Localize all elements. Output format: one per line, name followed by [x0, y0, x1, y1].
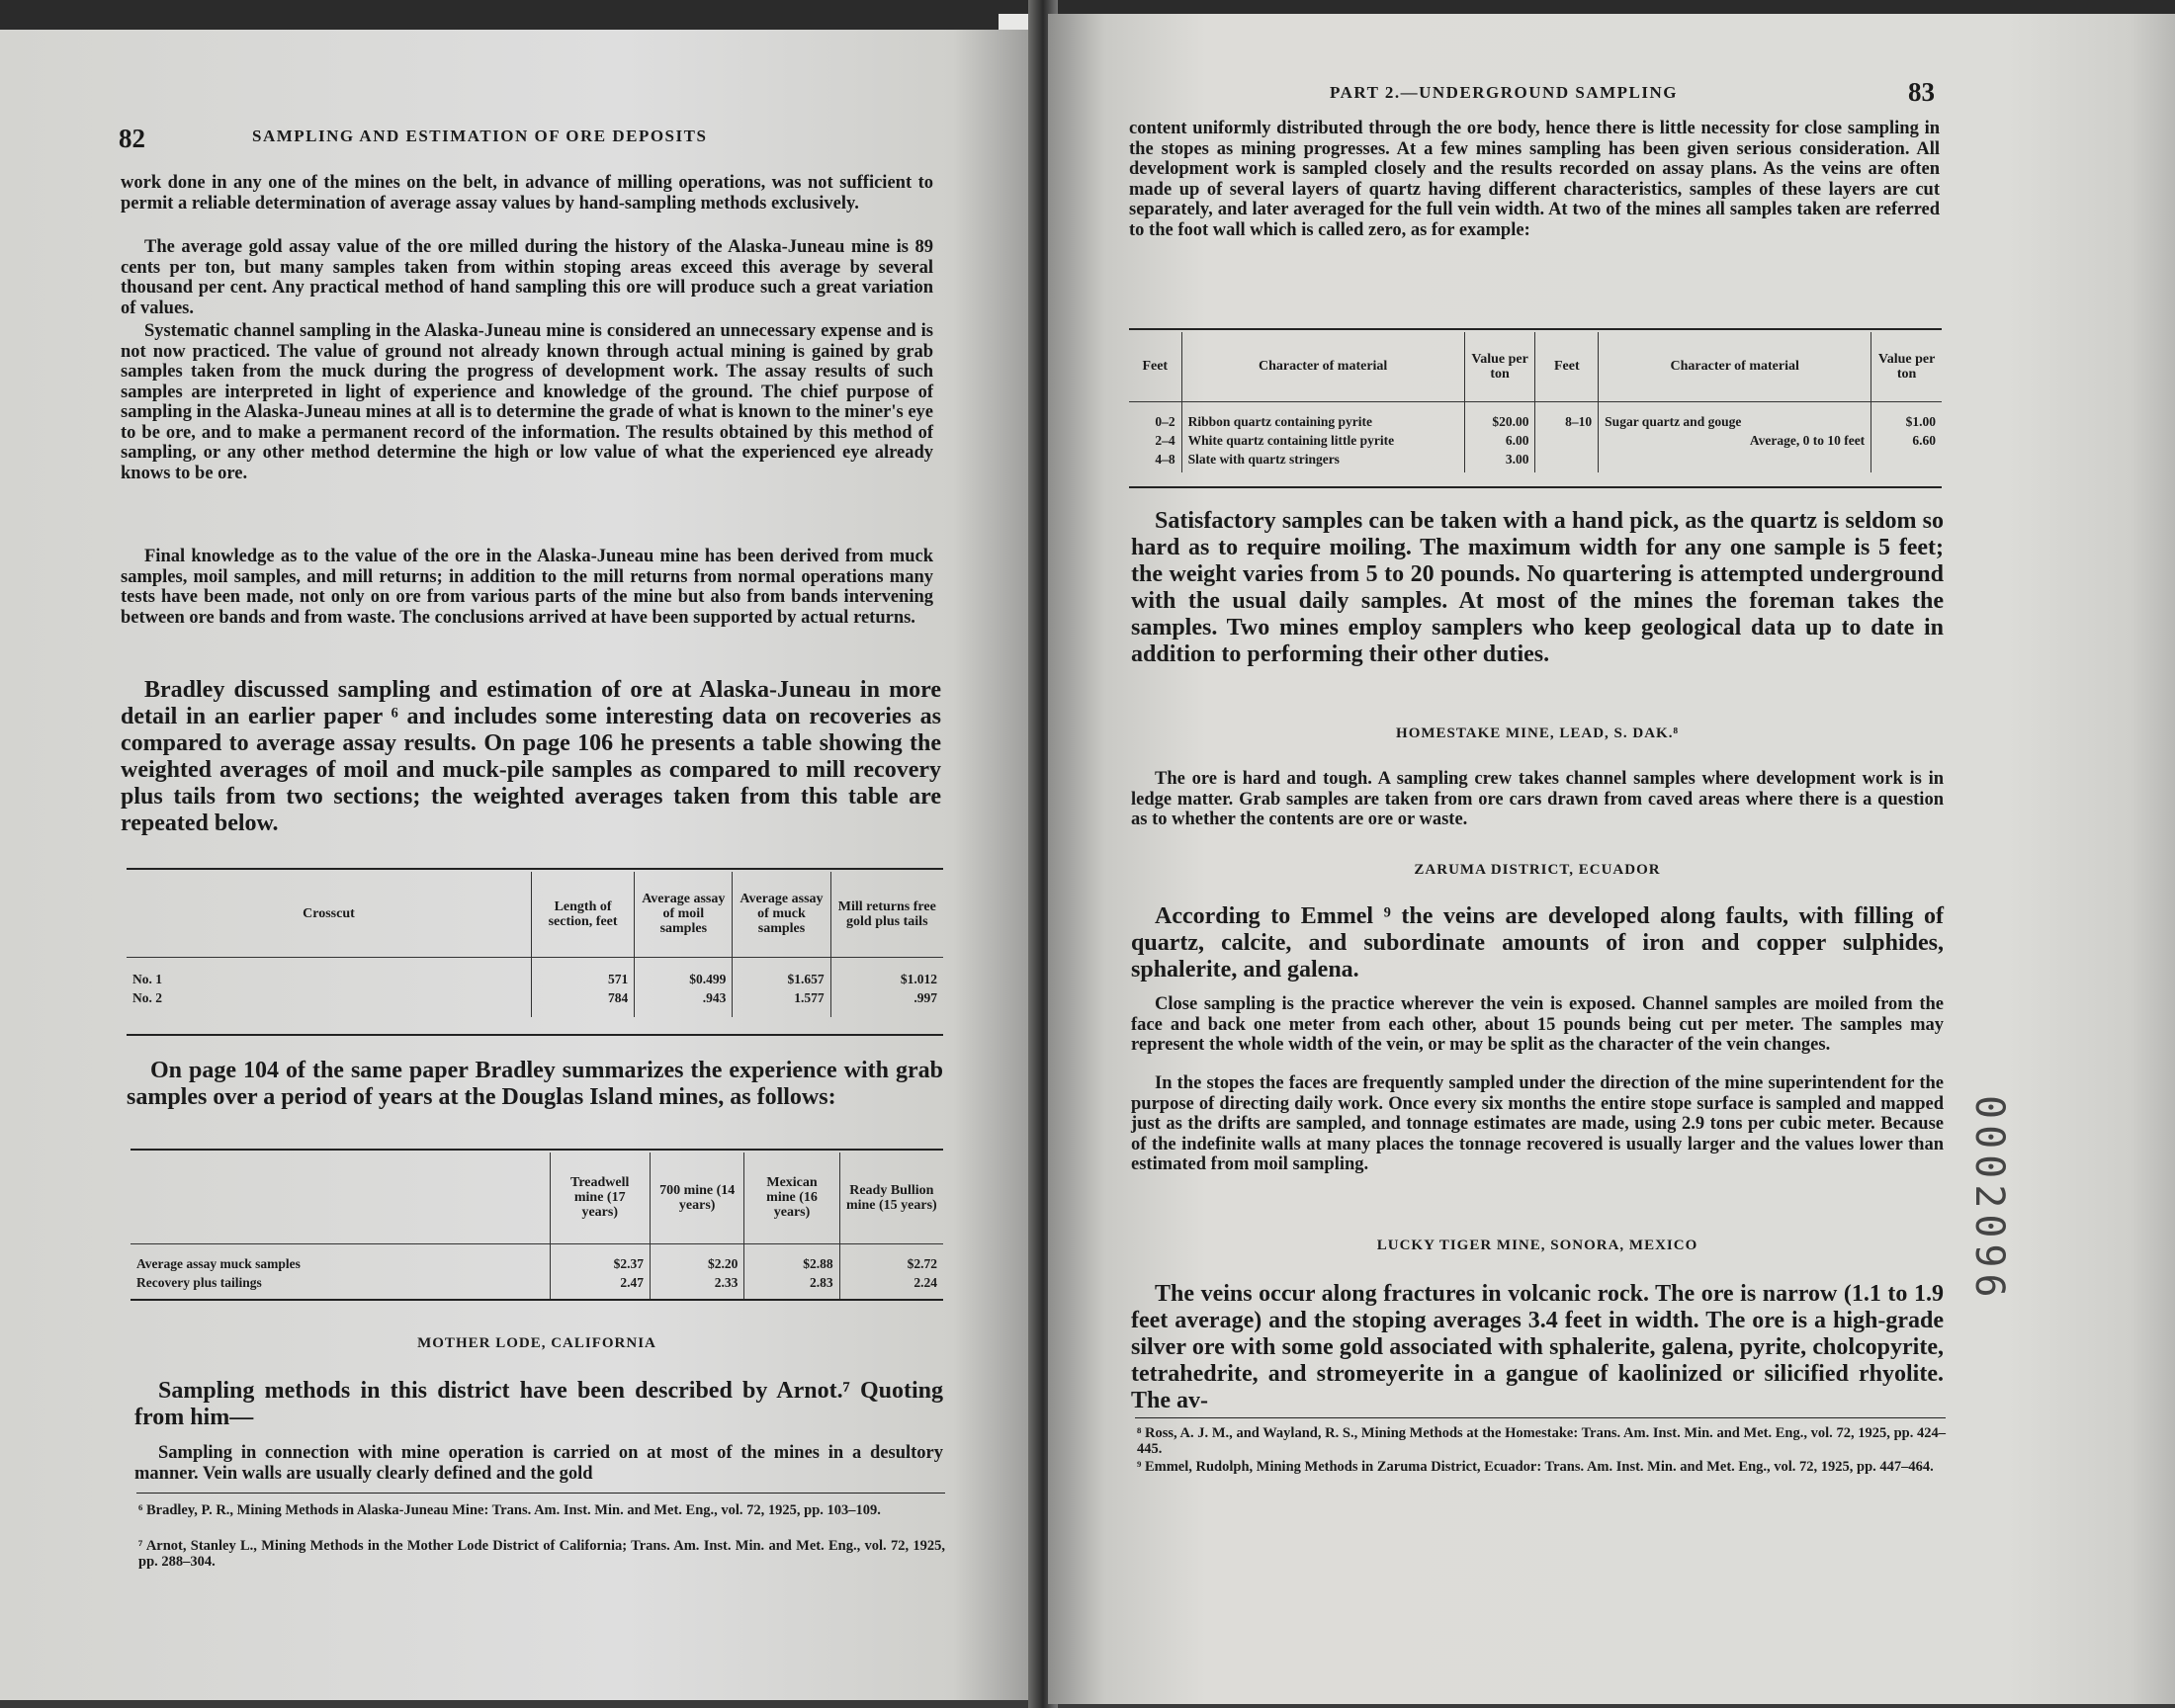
- running-head: SAMPLING AND ESTIMATION OF ORE DEPOSITS: [252, 127, 708, 145]
- cell: 6.00: [1464, 431, 1535, 450]
- page-number: 83: [1908, 77, 1935, 107]
- footnote: ⁸ Ross, A. J. M., and Wayland, R. S., Mining Methods at the Homestake: Trans. Am. Inst. Min. and Met. Eng., vol. 72, 1925, pp. 424–445.: [1137, 1425, 1946, 1457]
- table-header: Character of material: [1181, 332, 1464, 401]
- cell: 2.83: [744, 1273, 839, 1300]
- row-label: Recovery plus tailings: [136, 1274, 262, 1290]
- right-page: [1048, 14, 2175, 1704]
- cell: $2.37: [550, 1243, 650, 1273]
- table-header: Treadwell mine (17 years): [550, 1153, 650, 1243]
- cell: 8–10: [1535, 401, 1599, 431]
- section-heading: ZARUMA DISTRICT, ECUADOR: [1414, 862, 1661, 878]
- cell: Slate with quartz stringers: [1181, 450, 1464, 472]
- paragraph: In the stopes the faces are frequently sampled under the direction of the mine superintendent for the purpose of directing daily work. Once every six months the entire stope surface is sampled and mapped just as the drifts are sampled, and tonnage estimates are made, using 2.9 tons per cubic meter. Because of the indefinite walls at many places the tonnage recovered is usually larger and the values lower than estimated from moil sampling.: [1131, 1073, 1944, 1174]
- section-heading: HOMESTAKE MINE, LEAD, S. DAK.⁸: [1396, 726, 1679, 741]
- table-row: [1129, 401, 1942, 431]
- section-heading: MOTHER LODE, CALIFORNIA: [417, 1335, 656, 1351]
- table-header: Average assay of moil samples: [635, 872, 733, 957]
- paragraph: content uniformly distributed through the ore body, hence there is little necessity for close sampling in the stopes as mining progresses. At a few mines sampling has been given serious consideration. All development work is sampled closely and the results recorded on assay plans. As the veins are often made up of several layers of quartz having different characteristics, samples of these layers are cut separately, and later averaged for the full vein width. At two of the mines all samples taken are referred to the foot wall which is called zero, as for example:: [1129, 119, 1940, 240]
- cell: .943: [635, 988, 733, 1017]
- cell: 2.47: [550, 1273, 650, 1300]
- table-bottom-rule: [130, 1299, 943, 1301]
- table-header: Ready Bullion mine (15 years): [839, 1153, 943, 1243]
- cell: 1.577: [733, 988, 830, 1017]
- table-row: [130, 1243, 943, 1273]
- cell: $2.20: [650, 1243, 743, 1273]
- table-header: Crosscut: [127, 872, 531, 957]
- cell: $2.72: [839, 1243, 943, 1273]
- cell: Average, 0 to 10 feet: [1599, 431, 1871, 450]
- table-top-rule: [127, 868, 943, 870]
- table-row: [1129, 431, 1942, 450]
- row-label: Average assay muck samples: [136, 1255, 301, 1271]
- table-row: [127, 988, 943, 1017]
- footnote: ⁹ Emmel, Rudolph, Mining Methods in Zaruma District, Ecuador: Trans. Am. Inst. Min. and Met. Eng., vol. 72, 1925, pp. 447–464.: [1137, 1459, 1934, 1475]
- cell: 0–2: [1155, 413, 1175, 429]
- left-page: [0, 30, 1036, 1700]
- table-bottom-rule: [127, 1034, 943, 1036]
- paragraph: Final knowledge as to the value of the ore in the Alaska-Juneau mine has been derived from muck samples, moil samples, and mill returns; in addition to the mill returns from normal operations many tests have been made, not only on ore from various parts of the mine but also from bands intervening between ore bands and from waste. The conclusions arrived at have been supported by actual returns.: [121, 547, 933, 628]
- row-label: No. 1: [132, 971, 162, 986]
- footnote-rule: [136, 1493, 945, 1494]
- footnote: ⁶ Bradley, P. R., Mining Methods in Alaska-Juneau Mine: Trans. Am. Inst. Min. and Met. Eng., vol. 72, 1925, pp. 103–109.: [138, 1502, 881, 1518]
- table-header: Character of material: [1599, 332, 1871, 401]
- table-row: [130, 1273, 943, 1300]
- paragraph: Sampling methods in this district have been described by Arnot.⁷ Quoting from him—: [134, 1378, 943, 1430]
- crosscut-table: [127, 872, 943, 1017]
- page-number: 82: [119, 124, 145, 153]
- cell: $2.88: [744, 1243, 839, 1273]
- table-bottom-rule: [1129, 486, 1942, 488]
- cell: 571: [531, 957, 634, 988]
- cell: 2.33: [650, 1273, 743, 1300]
- table-header: Mexican mine (16 years): [744, 1153, 839, 1243]
- paragraph: Bradley discussed sampling and estimation of ore at Alaska-Juneau in more detail in an earlier paper ⁶ and includes some interesting data on recoveries as compared to average assay results. On page 106 he presents a table showing the weighted averages of moil and muck-pile samples as compared to mill recovery plus tails from two sections; the weighted averages taken from this table are repeated below.: [121, 677, 941, 836]
- cell: 4–8: [1155, 451, 1175, 467]
- cell: 784: [531, 988, 634, 1017]
- table-header: Feet: [1129, 332, 1181, 401]
- cell: $0.499: [635, 957, 733, 988]
- footnote: ⁷ Arnot, Stanley L., Mining Methods in the Mother Lode District of California; Trans. Am. Inst. Min. and Met. Eng., vol. 72, 1925, pp. 288–304.: [138, 1538, 945, 1570]
- paragraph: On page 104 of the same paper Bradley summarizes the experience with grab samples over a period of years at the Douglas Island mines, as follows:: [127, 1058, 943, 1110]
- cell: [1535, 431, 1599, 450]
- quoted-paragraph: Sampling in connection with mine operation is carried on at most of the mines in a desultory manner. Vein walls are usually clearly defined and the gold: [134, 1443, 943, 1484]
- paragraph: Systematic channel sampling in the Alaska-Juneau mine is considered an unnecessary expense and is not now practiced. The value of ground not already known through actual mining is gained by grab samples taken from the muck during the progress of development work. The assay results of such samples are interpreted in light of experience and knowledge of the ground. The chief purpose of sampling in the Alaska-Juneau mines at all is to determine the grade of what is known to the miner's eye to be ore, and to make a permanent record of the information. The results obtained by this method of sampling, or any other method determine the high or low value of what the experienced eye already knows to be ore.: [121, 321, 933, 483]
- cell: $1.012: [830, 957, 943, 988]
- paragraph: work done in any one of the mines on the belt, in advance of milling operations, was not sufficient to permit a reliable determination of average assay values by hand-sampling methods exclusively.: [121, 173, 933, 214]
- cell: Sugar quartz and gouge: [1599, 401, 1871, 431]
- cell: $1.657: [733, 957, 830, 988]
- cell: 6.60: [1871, 431, 1942, 450]
- paragraph: The average gold assay value of the ore milled during the history of the Alaska-Juneau mine is 89 cents per ton, but many samples taken from within stoping areas exceed this average by several thousand per cent. Any practical method of hand sampling this ore will produce such a great variation of values.: [121, 237, 933, 318]
- table-row: [127, 957, 943, 988]
- table-header: Feet: [1535, 332, 1599, 401]
- cell: 3.00: [1464, 450, 1535, 472]
- footnote-rule: [1135, 1417, 1946, 1418]
- table-row: [1129, 450, 1942, 472]
- douglas-island-table: [130, 1153, 943, 1300]
- cell: White quartz containing little pyrite: [1181, 431, 1464, 450]
- table-top-rule: [1129, 328, 1942, 330]
- table-header: Value per ton: [1871, 332, 1942, 401]
- running-head: PART 2.—UNDERGROUND SAMPLING: [1330, 83, 1678, 102]
- cell: 2–4: [1155, 432, 1175, 448]
- table-header: [130, 1153, 550, 1243]
- table-header: Value per ton: [1464, 332, 1535, 401]
- paragraph: Close sampling is the practice wherever the vein is exposed. Channel samples are moiled from the face and back one meter from each other, about 15 pounds being cut per meter. The samples may represent the whole width of the vein, or may be split as the character of the vein changes.: [1131, 994, 1944, 1055]
- vein-layers-table: [1129, 332, 1942, 472]
- cell: $1.00: [1871, 401, 1942, 431]
- row-label: No. 2: [132, 989, 162, 1005]
- cell: 2.24: [839, 1273, 943, 1300]
- table-header: 700 mine (14 years): [650, 1153, 743, 1243]
- paragraph: According to Emmel ⁹ the veins are developed along faults, with filling of quartz, calcite, and subordinate amounts of iron and copper sulphides, sphalerite, and galena.: [1131, 903, 1944, 982]
- table-top-rule: [130, 1149, 943, 1151]
- cell: Ribbon quartz containing pyrite: [1181, 401, 1464, 431]
- table-header: Length of section, feet: [531, 872, 634, 957]
- paragraph: The ore is hard and tough. A sampling crew takes channel samples where development work is in ledge matter. Grab samples are taken from ore cars drawn from caved areas where there is a question as to whether the contents are ore or waste.: [1131, 769, 1944, 829]
- paragraph: The veins occur along fractures in volcanic rock. The ore is narrow (1.1 to 1.9 feet average) and the stoping averages 3.4 feet in width. The ore is a high-grade silver ore with some gold associated with sphalerite, galena, pyrite, cholcopyrite, tetrahedrite, and stromeyerite in a gangue of kaolinized or silicified rhyolite. The av-: [1131, 1281, 1944, 1413]
- archive-stamp-number: 0002096: [1966, 1095, 2012, 1304]
- cell: .997: [830, 988, 943, 1017]
- cell: $20.00: [1464, 401, 1535, 431]
- section-heading: LUCKY TIGER MINE, SONORA, MEXICO: [1376, 1238, 1698, 1253]
- paragraph: Satisfactory samples can be taken with a hand pick, as the quartz is seldom so hard as to require moiling. The maximum width for any one sample is 5 feet; the weight varies from 5 to 20 pounds. No quartering is attempted underground with the usual daily samples. At most of the mines the foreman takes the samples. Two mines employ samplers who keep geological data up to date in addition to performing their other duties.: [1131, 508, 1944, 667]
- table-header: Mill returns free gold plus tails: [830, 872, 943, 957]
- table-header: Average assay of muck samples: [733, 872, 830, 957]
